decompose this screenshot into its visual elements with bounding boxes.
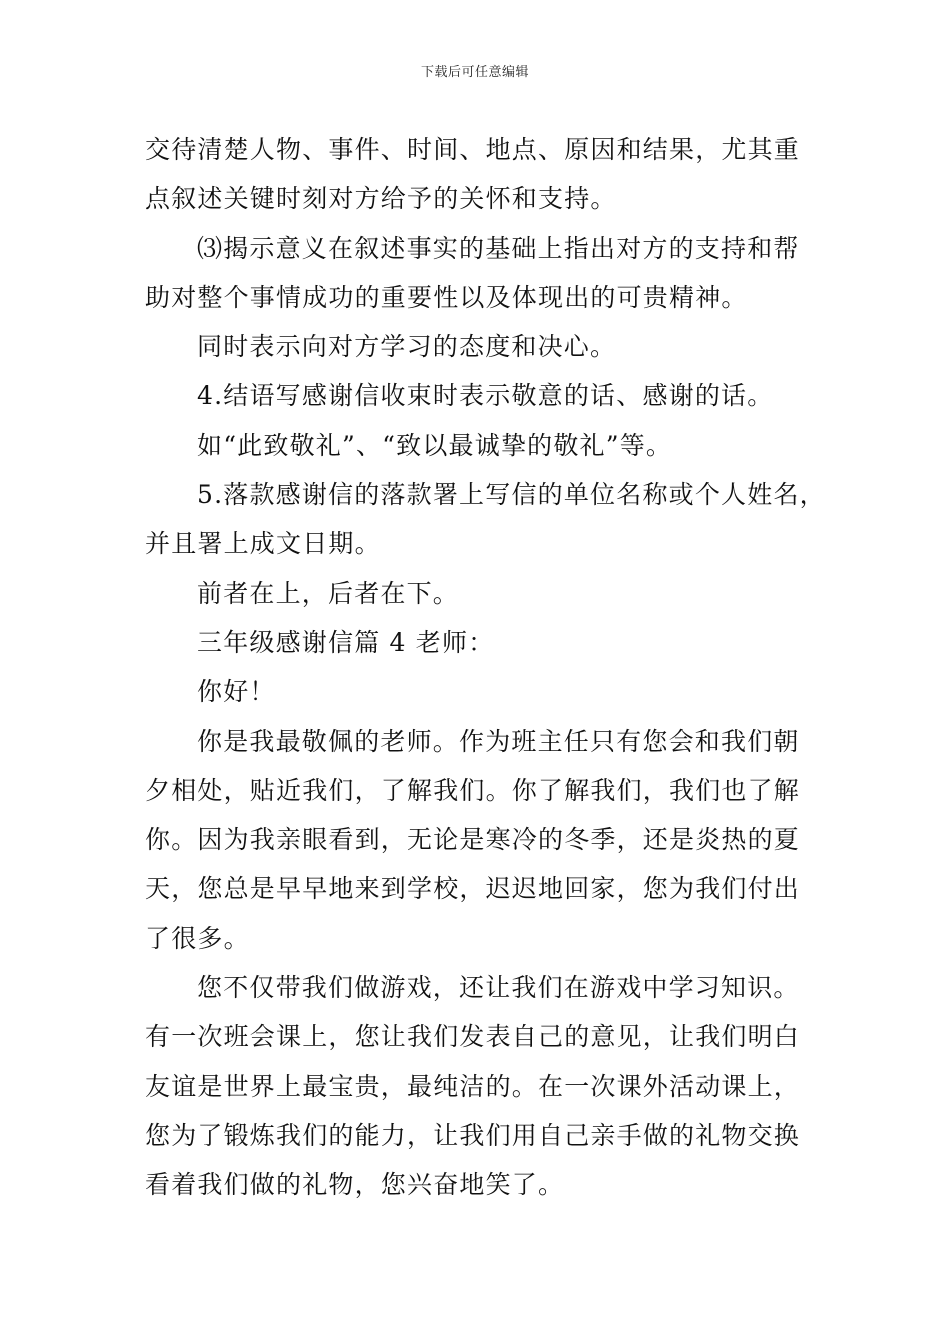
text-line: ⑶揭示意义在叙述事实的基础上指出对方的支持和帮: [197, 233, 800, 263]
text-line: 5.落款感谢信的落款署上写信的单位名称或个人姓名，: [197, 480, 826, 510]
text-line: 您为了锻炼我们的能力，让我们用自己亲手做的礼物交换: [145, 1120, 801, 1150]
text-line: 有一次班会课上，您让我们发表自己的意见，让我们明白: [145, 1022, 801, 1052]
text-line: 助对整个事情成功的重要性以及体现出的可贵精神。: [145, 282, 748, 312]
text-line: 前者在上，后者在下。: [197, 578, 460, 608]
text-line: 夕相处，贴近我们，了解我们。你了解我们，我们也了解: [145, 775, 801, 805]
text-line: 4.结语写感谢信收束时表示敬意的话、感谢的话。: [197, 381, 774, 411]
text-line: 点叙述关键时刻对方给予的关怀和支持。: [145, 184, 617, 214]
text-line: 同时表示向对方学习的态度和决心。: [197, 332, 617, 362]
text-line: 并且署上成文日期。: [145, 529, 381, 559]
text-line: 你。因为我亲眼看到，无论是寒冷的冬季，还是炎热的夏: [145, 825, 801, 855]
document-body: [145, 125, 826, 1210]
page-header: 下载后可任意编辑: [420, 65, 529, 80]
text-line: 你好！: [197, 677, 276, 707]
text-line: 您不仅带我们做游戏，还让我们在游戏中学习知识。: [197, 973, 800, 1003]
text-line: 了很多。: [145, 923, 250, 953]
text-line: 天，您总是早早地来到学校，迟迟地回家，您为我们付出: [145, 874, 801, 904]
text-line: 交待清楚人物、事件、时间、地点、原因和结果，尤其重: [145, 135, 801, 164]
text-line: 你是我最敬佩的老师。作为班主任只有您会和我们朝: [197, 726, 800, 756]
text-line: 如“此致敬礼”、“致以最诚挚的敬礼”等。: [197, 430, 673, 460]
text-line: 看着我们做的礼物，您兴奋地笑了。: [145, 1170, 565, 1200]
text-line: 友谊是世界上最宝贵，最纯洁的。在一次课外活动课上，: [145, 1071, 801, 1101]
text-line: 三年级感谢信篇 4 老师：: [197, 627, 495, 657]
